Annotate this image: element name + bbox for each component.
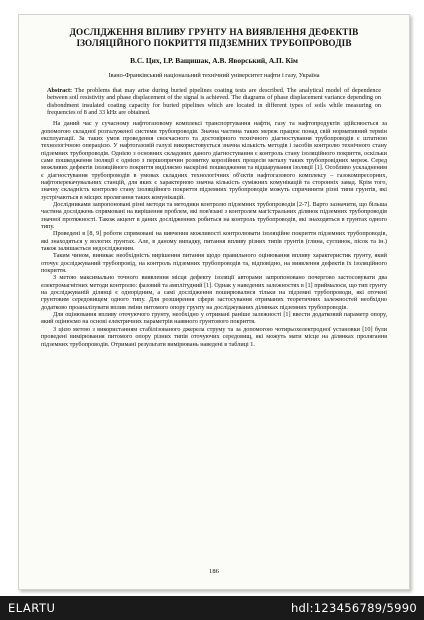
paragraph: Таким чином, виникає необхідність вирішення питання щодо правильного оцінювання впливу характеристик грунту, який оточує досліджуваний трубопровід, на контроль підземних трубопроводів та, відповідно, на виявлення дефектів їх ізоляційного покриття. xyxy=(41,252,387,275)
paragraph: Для оцінювання впливу оточуючого грунту, необхідно у отримані раніше залежності [1] ввести додатковий параметр опору, який оцінюємо на основі електричних параметрів наявного грунтового покриття. xyxy=(41,311,387,326)
paper-title: ДОСЛІДЖЕННЯ ВПЛИВУ ГРУНТУ НА ВИЯВЛЕННЯ ДЕФЕКТІВ ІЗОЛЯЦІЙНОГО ПОКРИТТЯ ПІДЗЕМНИХ ТРУБОПРОВОДІВ xyxy=(69,27,359,48)
paper-authors: В.С. Цих, І.Р. Ващишак, А.В. Яворський, А.П. Кім xyxy=(130,56,298,65)
paper-affiliation: Івано-Франківський національний технічний університет нафти і газу, Україна xyxy=(108,72,320,79)
paragraph: На даний час у сучасному нафтогазовому комплексі транспортування нафти, газу та нафтопродуктів здійснюється за допомогою складної розгалуженої системи трубопроводів. Значна частина таких мереж працює понад свій нормативний термін експлуатації. За таких умов проведення своєчасного та достовірного технічного діагностування трубопроводів є штатною технологічною операцією. У нафтогазовій галузі використовується значна кількість методів і засобів контролю технічного стану підземних трубопроводів. Однією з основних складових даного діагностування є контроль стану ізоляційного покриття, оскільки саме пошкодження ізоляції є однією з першопричин розвитку корозійних процесів металу таких трубопровідних мереж. Серед можливих дефектів ізоляційного покриття виділяємо наскрізні пошкодження та відшарування ізоляції [1]. Особливо ускладненим є діагностування трубопроводів в умовах складних технологічних об'єктів нафтогазового комплексу – газокомпресорних, нафтоперекачувальних станцій, для яких є характерною значна кількість суміжних комунікацій та сторонніх завад. Крім того, значну складність контролю стану ізоляційного покриття підземних трубопроводів можуть спричинити різні типи грунтів, які зустрічаються в місцях пролягання таких комунікацій. xyxy=(41,120,387,201)
abstract xyxy=(47,87,381,116)
repository-label: ELARTU xyxy=(8,601,56,615)
body-text xyxy=(41,120,387,348)
paragraph: Дослідниками запропоновані різні методи та методики контролю підземних трубопроводів [2-7]. Варто зазначити, що більша частина досліджень спрямовані на вирішення проблем, які пов'язані з контролем магістральних ділянок підземних трубопроводів значної протяжності. Також акцент в даних дослідженнях робиться на контроль трубопроводів, які знаходяться в грунтах одного типу. xyxy=(41,200,387,230)
paper-page xyxy=(18,14,410,590)
paragraph: З цією метою з використанням стабілізованого джерела струму та за допомогою чотирьохелектродної установки [10] були проведені вимірювання питомого опору різних типів оточуючих середовищ, які можуть мати місце на ділянках пролягання підземних трубопроводів. Отримані результати вимірювань наведені в таблиці 1. xyxy=(41,325,387,348)
paragraph: З метою максимально точного виявлення місця дефекту ізоляції авторами запропоновано почергово застосовувати два електромагнітних методи контролю: фазовий та амплітудний [1]. Однак у наведених залежностях в [1] приймалося, що тип грунту на досліджуваній ділянці є однорідним, а самі дослідження поширювалися тільки на підземні трубопроводи, які оточені грунтовим середовищем одного типу. Для розширення сфери застосування отриманих теоретичних залежностей необхідно додатково проаналізувати вплив зміни питомого опору грунту на досліджуваних ділянках підземних трубопроводів. xyxy=(41,274,387,311)
abstract-label: Abstract: xyxy=(47,87,73,94)
page-content xyxy=(41,27,387,348)
abstract-text: The problems that may arise during buried pipelines coating tests are described. The analytical model of dependence between soil resistivity and phase displacement of the signal is achieved. The diagrams of phase displacement variance depending on disbondment insulated coating capacity for buried pipelines which are located in different types of soils while measuring on frequencies of 8 and 33 kHz are obtained. xyxy=(47,87,381,116)
viewer-footer-bar xyxy=(0,596,424,620)
page-number: 186 xyxy=(209,568,219,575)
handle-identifier: hdl:123456789/5990 xyxy=(290,601,417,615)
paragraph: Проведені в [8, 9] роботи спрямовані на вивчення можливості контролювати ізоляційне покриття підземних трубопроводів, які знаходяться у вологих грунтах. Але, в даному випадку, питання впливу різних типів грунтів (глина, суглинок, пісок та ін.) також залишається недослідженим. xyxy=(41,230,387,253)
